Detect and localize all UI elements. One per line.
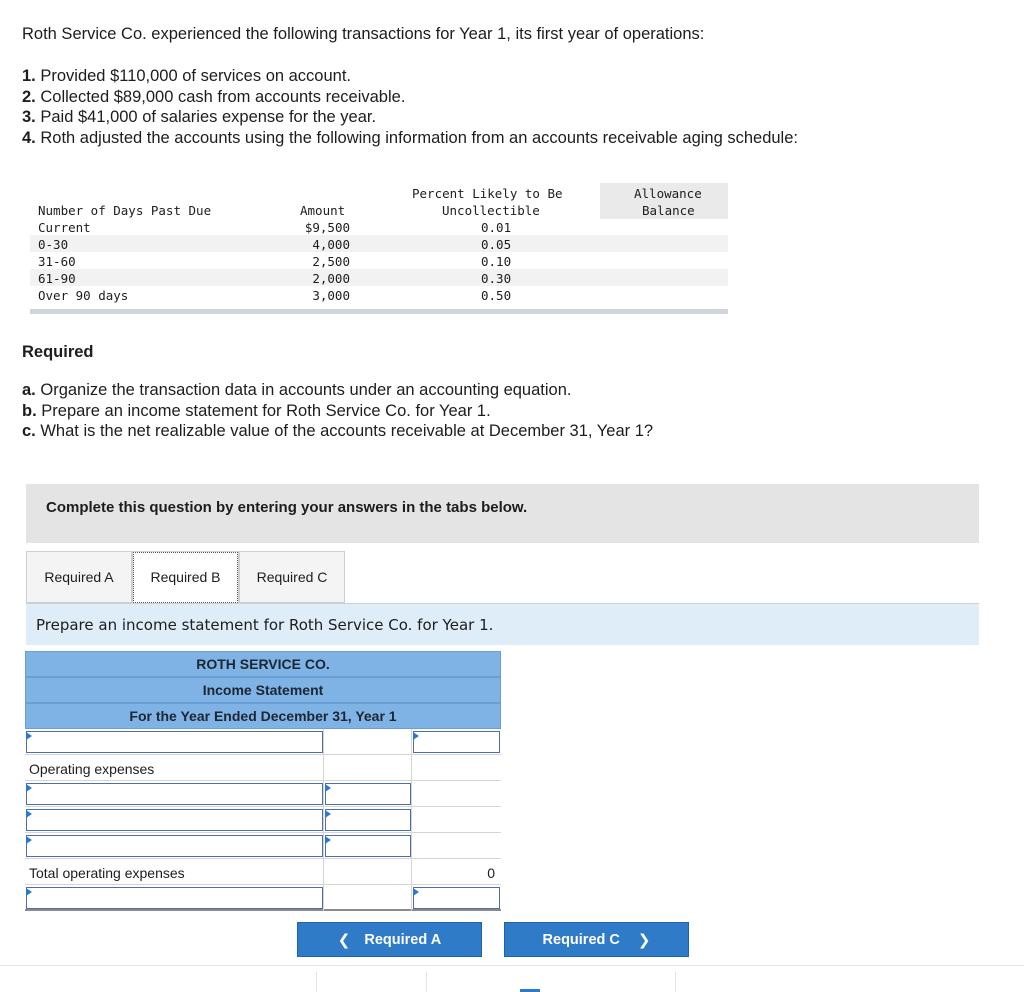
header-amount: Amount	[300, 203, 346, 218]
statement-row	[25, 781, 501, 807]
tab-required-a[interactable]: Required A	[26, 551, 132, 603]
chevron-right-icon: ❯	[637, 931, 651, 949]
tab-bar	[26, 551, 346, 604]
statement-row	[25, 859, 501, 885]
aging-row-stripe	[30, 235, 728, 252]
header-allowance: Allowance	[634, 186, 702, 201]
footer-separator	[675, 972, 676, 992]
statement-company: ROTH SERVICE CO.	[25, 651, 501, 677]
tab-required-c[interactable]: Required C	[239, 551, 345, 603]
aging-days: 0-30	[38, 237, 69, 252]
chevron-left-icon: ❮	[337, 931, 351, 949]
expense-amount-input[interactable]	[325, 835, 411, 857]
transaction-item: 2. Collected $89,000 cash from accounts receivable.	[22, 87, 406, 106]
statement-row	[25, 729, 501, 755]
net-income-label-input[interactable]	[26, 887, 323, 909]
aging-amount: $9,500	[304, 220, 350, 235]
statement-row	[25, 885, 501, 911]
footer-divider	[0, 965, 1024, 966]
header-percent: Percent Likely to Be	[412, 186, 563, 201]
aging-row-stripe	[30, 269, 728, 286]
footer-separator	[316, 972, 317, 992]
requirement-item: c. What is the net realizable value of the accounts receivable at December 31, Year 1?	[22, 422, 654, 440]
total-operating-expenses-label: Total operating expenses	[29, 865, 185, 881]
footer-separator	[426, 972, 427, 992]
prev-required-a-button[interactable]: ❮ Required A	[297, 922, 482, 957]
statement-title: Income Statement	[25, 677, 501, 703]
aging-percent: 0.30	[481, 271, 512, 286]
transaction-item: 1. Provided $110,000 of services on account.	[22, 67, 351, 85]
header-days: Number of Days Past Due	[38, 203, 212, 218]
statement-row	[25, 807, 501, 833]
net-income-amount-input[interactable]	[413, 887, 500, 909]
aging-percent: 0.05	[481, 237, 512, 252]
required-heading: Required	[22, 343, 94, 361]
expense-label-input[interactable]	[26, 809, 323, 831]
expense-label-input[interactable]	[26, 783, 323, 805]
aging-amount: 3,000	[312, 288, 350, 303]
requirements-list	[22, 380, 653, 442]
expense-amount-input[interactable]	[325, 809, 411, 831]
aging-days: Over 90 days	[38, 288, 129, 303]
aging-amount: 2,000	[312, 271, 350, 286]
header-percent-2: Uncollectible	[442, 203, 540, 218]
prompt-text: Prepare an income statement for Roth Service Co. for Year 1.	[36, 616, 494, 634]
aging-days: 61-90	[38, 271, 76, 286]
expense-label-input[interactable]	[26, 835, 323, 857]
statement-period: For the Year Ended December 31, Year 1	[25, 703, 501, 729]
statement-row	[25, 833, 501, 859]
statement-row	[25, 755, 501, 781]
aging-percent: 0.01	[481, 220, 512, 235]
revenue-amount-input[interactable]	[413, 731, 500, 753]
tab-required-b[interactable]: Required B	[132, 551, 239, 603]
operating-expenses-label: Operating expenses	[29, 761, 155, 777]
requirement-item: a. Organize the transaction data in accounts under an accounting equation.	[22, 381, 572, 399]
transaction-item: 3. Paid $41,000 of salaries expense for the year.	[22, 108, 377, 126]
aging-percent: 0.50	[481, 288, 512, 303]
aging-days: Current	[38, 220, 91, 235]
next-required-c-button[interactable]: Required C ❯	[504, 922, 689, 957]
aging-days: 31-60	[38, 254, 76, 269]
aging-amount: 4,000	[312, 237, 350, 252]
aging-schedule-table	[30, 183, 728, 316]
requirement-item: b. Prepare an income statement for Roth Service Co. for Year 1.	[22, 401, 491, 420]
transaction-item: 4. Roth adjusted the accounts using the following information from an accounts receivable aging schedule:	[22, 128, 798, 147]
aging-amount: 2,500	[312, 254, 350, 269]
aging-percent: 0.10	[481, 254, 512, 269]
revenue-label-input[interactable]	[26, 731, 323, 753]
header-allowance-2: Balance	[642, 203, 695, 218]
expense-amount-input[interactable]	[325, 783, 411, 805]
aging-bottom-rule	[30, 309, 728, 314]
transaction-list	[22, 66, 798, 148]
total-operating-expenses-value: 0	[487, 865, 495, 881]
instruction-text: Complete this question by entering your answers in the tabs below.	[46, 499, 528, 516]
problem-intro: Roth Service Co. experienced the following transactions for Year 1, its first year of operations:	[22, 25, 705, 43]
